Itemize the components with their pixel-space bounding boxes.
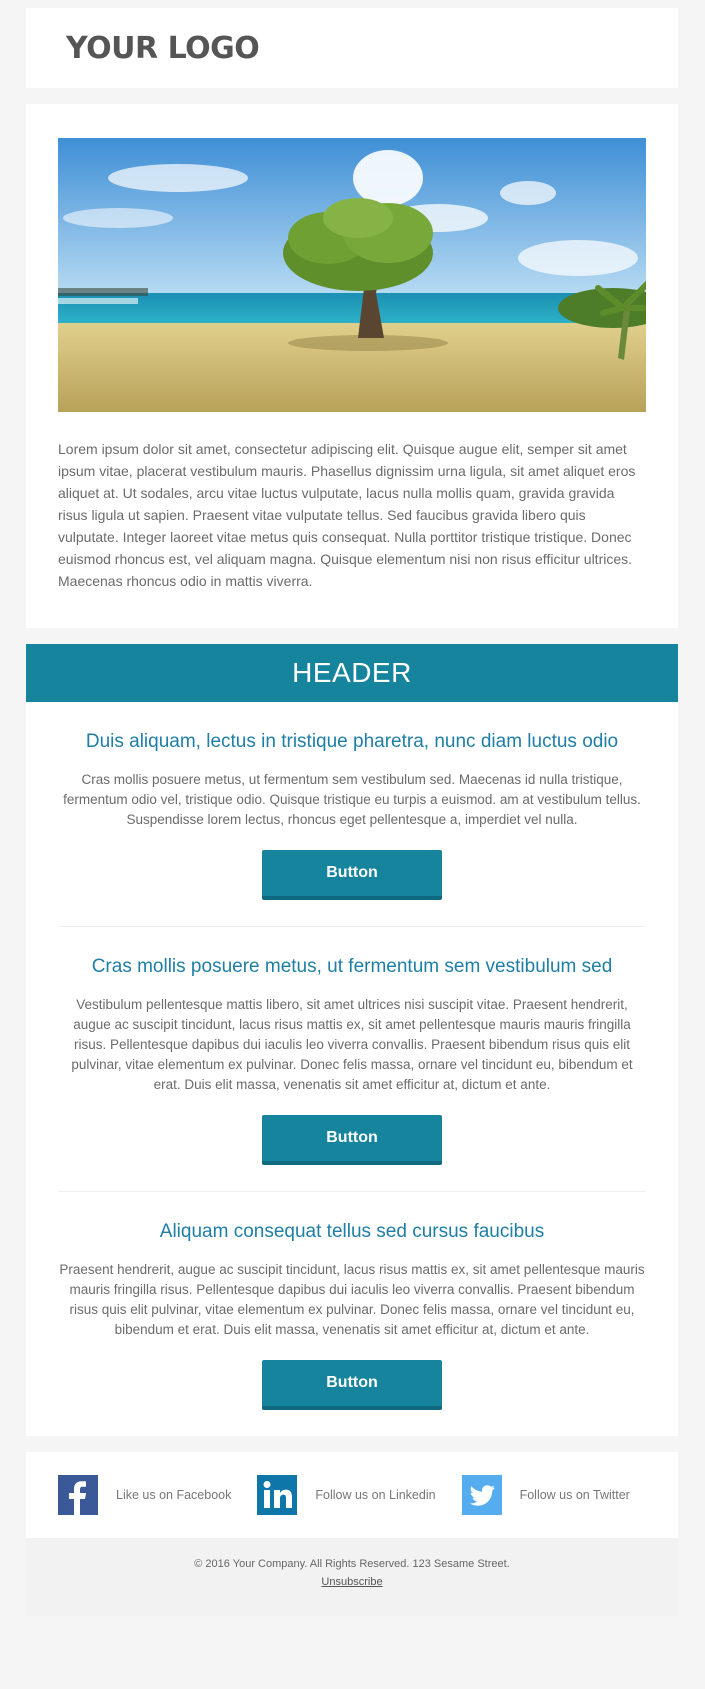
- article-body: Vestibulum pellentesque mattis libero, sit amet ultrices nisi suscipit vitae. Praesent hendrerit, augue ac suscipit tincidunt, lacus risus mattis ex, sit amet pellentesque mauris mauris fringilla risus. Pellentesque dapibus dui iaculis leo viverra convallis. Praesent bibendum risus quis elit pulvinar, vitae elementum ex pulvinar. Donec felis massa, ornare vel tincidunt eu, bibendum et erat. Duis elit massa, venenatis sit amet efficitur at, dictum et ante.: [71, 997, 633, 1092]
- social-linkedin[interactable]: [257, 1475, 435, 1515]
- article-3: [58, 1192, 646, 1410]
- article-body: Praesent hendrerit, augue ac suscipit tincidunt, lacus risus mattis ex, sit amet pellentesque mauris mauris fringilla risus. Pellentesque dapibus dui iaculis leo viverra convallis. Praesent bibendum risus quis elit pulvinar, vitae elementum ex pulvinar. Donec felis massa, ornare vel tincidunt eu, bibendum et erat. Duis elit massa, venenatis sit amet efficitur at, dictum et ante.: [59, 1262, 645, 1337]
- article-title: Aliquam consequat tellus sed cursus faucibus: [159, 1221, 545, 1242]
- logo[interactable]: YOUR LOGO: [66, 30, 260, 66]
- articles: [26, 702, 678, 1436]
- article-2-button[interactable]: Button: [262, 1115, 442, 1165]
- hero-image: [58, 138, 646, 412]
- article-1: [58, 702, 646, 900]
- unsubscribe-link[interactable]: Unsubscribe: [321, 1576, 383, 1588]
- article-title: Cras mollis posuere metus, ut fermentum sem vestibulum sed: [91, 956, 613, 977]
- article-2: [58, 927, 646, 1165]
- footer-copyright: © 2016 Your Company. All Rights Reserved. 123 Sesame Street.: [194, 1558, 510, 1570]
- social-facebook[interactable]: [58, 1475, 231, 1515]
- article-3-button[interactable]: Button: [262, 1360, 442, 1410]
- footer: [26, 1538, 678, 1616]
- social-label[interactable]: Follow us on Twitter: [519, 1488, 630, 1502]
- social-twitter[interactable]: [462, 1475, 630, 1515]
- hero-card: [26, 104, 678, 628]
- logo-bar: [26, 8, 678, 88]
- social-label[interactable]: Like us on Facebook: [116, 1488, 232, 1502]
- article-body: Cras mollis posuere metus, ut fermentum sem vestibulum sed. Maecenas id nulla tristique, fermentum odio vel, tristique odio. Quisque tristique eu turpis a euismod. am at vestibulum tellus. Suspendisse lorem lectus, rhoncus eget pellentesque a, imperdiet vel nulla.: [63, 772, 641, 827]
- article-1-button[interactable]: Button: [262, 850, 442, 900]
- section-header: HEADER: [26, 644, 678, 702]
- linkedin-icon[interactable]: [257, 1475, 297, 1515]
- twitter-icon[interactable]: [462, 1475, 502, 1515]
- social-label[interactable]: Follow us on Linkedin: [315, 1488, 436, 1502]
- social-bar: [26, 1452, 678, 1538]
- hero-text: Lorem ipsum dolor sit amet, consectetur adipiscing elit. Quisque augue elit, semper sit amet ipsum vitae, placerat vestibulum mauris. Phasellus dignissim urna ligula, sit amet aliquet eros aliquet at. Ut sodales, arcu vitae luctus vulputate, lacus nulla mollis quam, gravida gravida risus ligula ut sapien. Praesent vitae vulputate tellus. Sed faucibus gravida libero quis vulputate. Integer laoreet vitae metus quis consequat. Nulla porttitor tristique tristique. Donec euismod rhoncus est, vel aliquam magna. Quisque elementum nisi non risus efficitur ultrices. Maecenas rhoncus odio in mattis viverra.: [58, 441, 636, 589]
- email-container: [26, 8, 678, 1616]
- article-title: Duis aliquam, lectus in tristique pharetra, nunc diam luctus odio: [85, 731, 619, 752]
- facebook-icon[interactable]: [58, 1475, 98, 1515]
